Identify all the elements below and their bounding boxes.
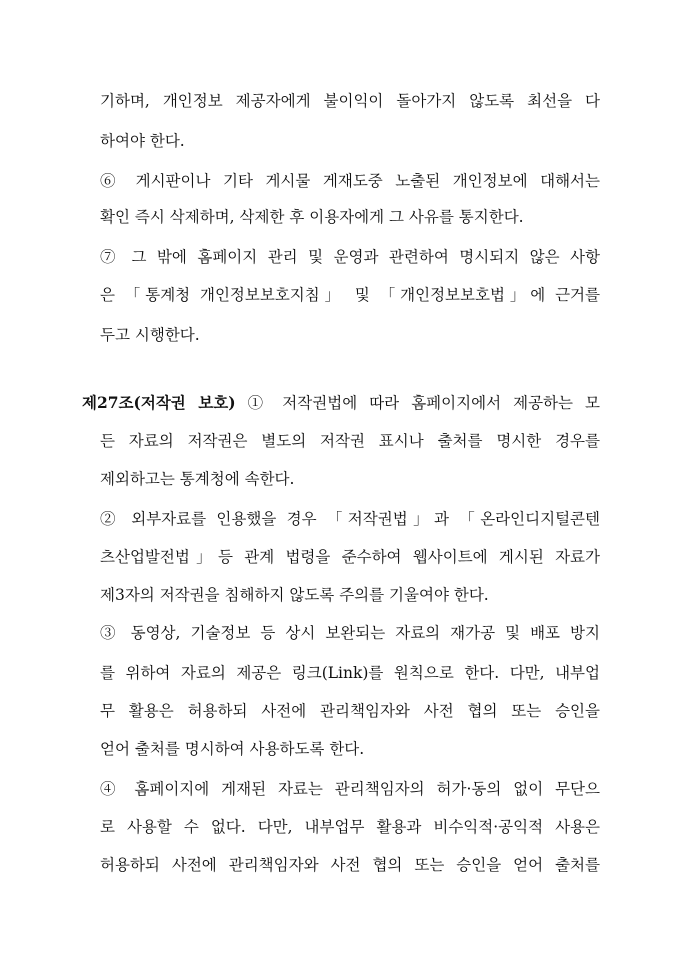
text-line: 두고 시행한다. [100, 326, 200, 344]
text-line: 하여야 한다. [100, 132, 185, 150]
text-line: 제3자의 저작권을 침해하지 않도록 주의를 기울여야 한다. [100, 586, 489, 604]
text-line: ② 외부자료를 인용했을 경우 「저작권법」과 「온라인디지털콘텐 [100, 510, 600, 528]
text-line: 기하며, 개인정보 제공자에게 불이익이 돌아가지 않도록 최선을 다 [100, 92, 600, 110]
text-line: 로 사용할 수 없다. 다만, 내부업무 활용과 비수익적·공익적 사용은 [100, 818, 600, 836]
text-line: 츠산업발전법」등 관계 법령을 준수하여 웹사이트에 게시된 자료가 [100, 548, 600, 566]
article-heading: 제27조(저작권 보호) [82, 393, 236, 412]
text-line: 무 활용은 허용하되 사전에 관리책임자와 사전 협의 또는 승인을 [100, 702, 600, 720]
text-line: ① 저작권법에 따라 홈페이지에서 제공하는 모 [235, 394, 601, 412]
text-line: ③ 동영상, 기술정보 등 상시 보완되는 자료의 재가공 및 배포 방지 [100, 624, 600, 642]
text-line: 허용하되 사전에 관리책임자와 사전 협의 또는 승인을 얻어 출처를 [100, 856, 600, 874]
text-line: 은 「통계청 개인정보보호지침」 및 「개인정보보호법」에 근거를 [100, 286, 600, 304]
text-line: ④ 홈페이지에 게재된 자료는 관리책임자의 허가·동의 없이 무단으 [100, 780, 600, 798]
text-line: 를 위하여 자료의 제공은 링크(Link)를 원칙으로 한다. 다만, 내부업 [100, 664, 600, 682]
text-line: 얻어 출처를 명시하여 사용하도록 한다. [100, 740, 365, 758]
text-line: 확인 즉시 삭제하며, 삭제한 후 이용자에게 그 사유를 통지한다. [100, 208, 524, 226]
text-line: ⑦ 그 밖에 홈페이지 관리 및 운영과 관련하여 명시되지 않은 사항 [100, 248, 600, 266]
article-27-first-line [82, 386, 600, 420]
text-line: ⑥ 게시판이나 기타 게시물 게재도중 노출된 개인정보에 대해서는 [100, 172, 600, 190]
text-line: 제외하고는 통계청에 속한다. [100, 470, 295, 488]
text-line: 든 자료의 저작권은 별도의 저작권 표시나 출처를 명시한 경우를 [100, 432, 600, 450]
